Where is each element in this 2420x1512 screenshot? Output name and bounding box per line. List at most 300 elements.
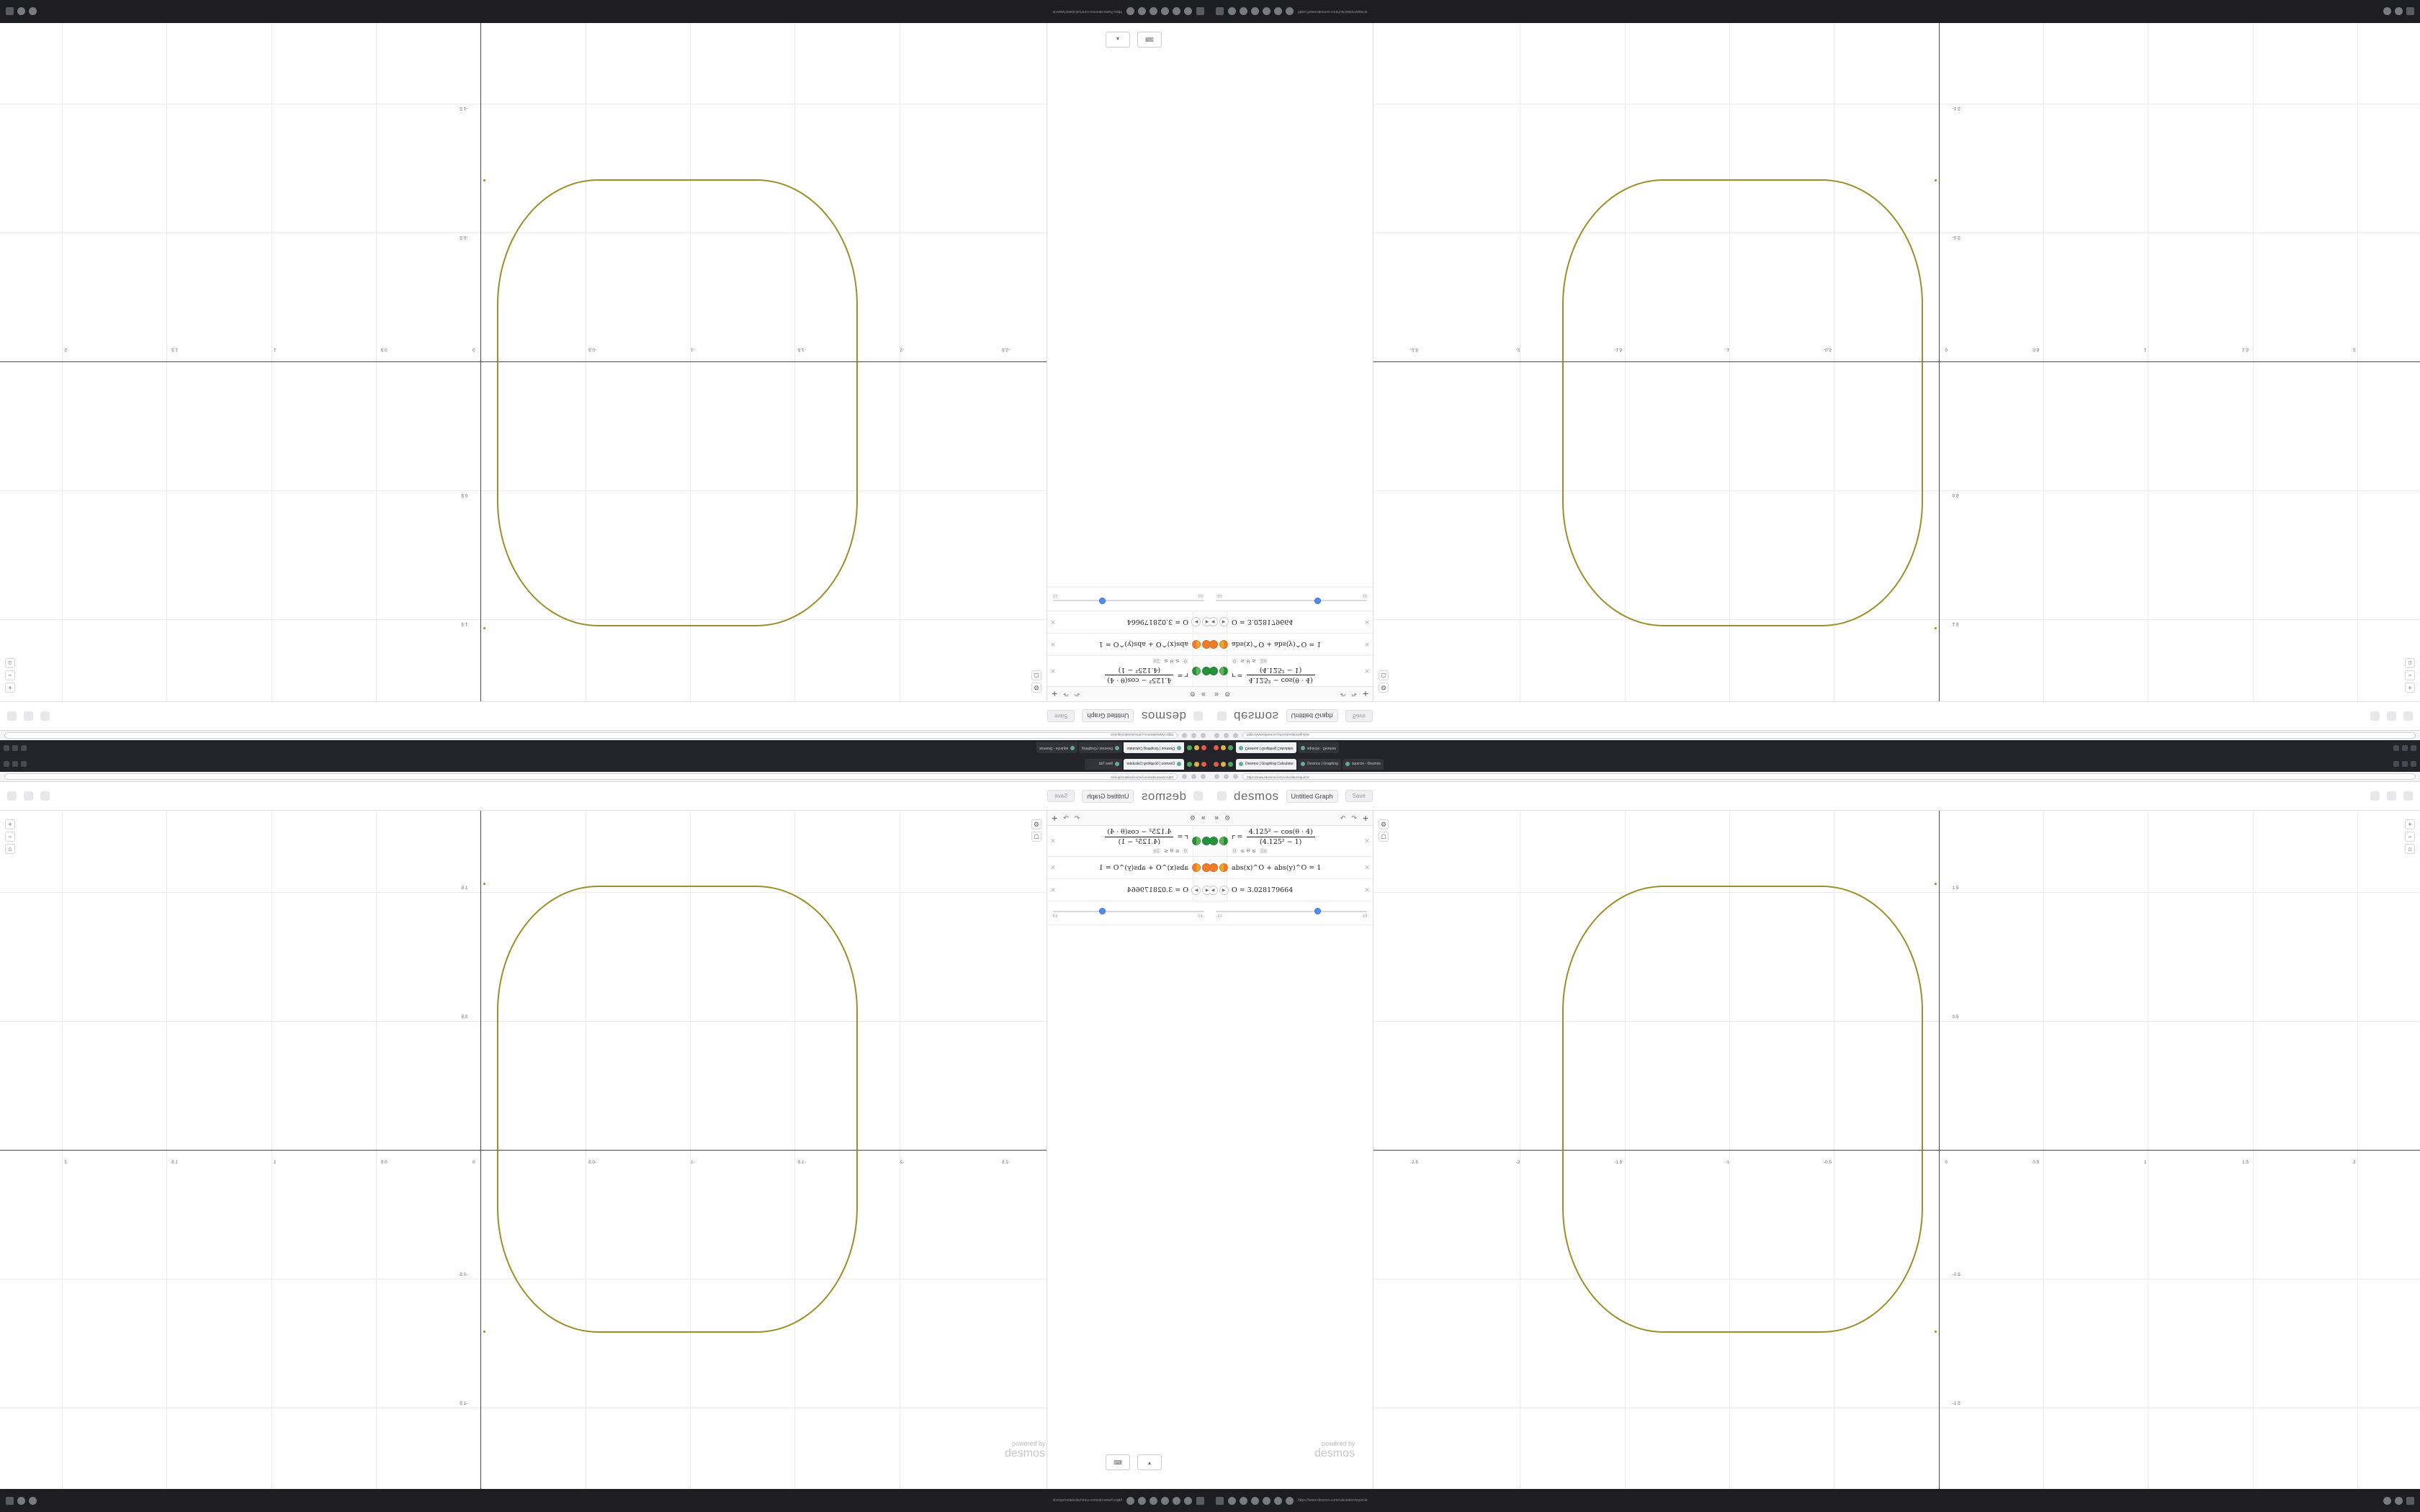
taskbar-tray[interactable] (2383, 1497, 2414, 1505)
expression-content[interactable] (1059, 611, 1193, 633)
maximize-icon[interactable] (12, 761, 18, 767)
reload-icon[interactable] (1182, 774, 1187, 779)
hamburger-menu-icon[interactable] (1217, 711, 1227, 721)
taskbar-tray[interactable] (6, 8, 37, 16)
battery-icon[interactable] (2406, 1497, 2414, 1505)
music-icon[interactable] (1126, 1497, 1134, 1505)
zoom-controls[interactable] (5, 658, 15, 693)
expression-row-slider[interactable] (1210, 879, 1373, 901)
taskbar[interactable] (0, 0, 1210, 23)
slider-track[interactable] (1053, 600, 1204, 601)
taskbar-apps[interactable] (1126, 8, 1192, 16)
add-expression-button[interactable]: + (1362, 812, 1368, 824)
editor-icon[interactable] (1150, 8, 1157, 16)
keypad-icon[interactable]: ⌨ (1137, 32, 1162, 48)
browser-tab[interactable] (1036, 743, 1077, 754)
forward-arrow-icon[interactable] (1224, 774, 1229, 779)
close-icon[interactable] (4, 745, 9, 751)
browser-tab[interactable] (1236, 759, 1296, 770)
tab-list[interactable] (30, 759, 1184, 770)
tab-list[interactable] (30, 743, 1184, 754)
graph-title-input[interactable]: Untitled Graph (1082, 790, 1134, 803)
domain-min-input[interactable]: 0 (1233, 847, 1237, 854)
color-swatches[interactable] (1210, 634, 1227, 655)
chrome-buttons[interactable] (2393, 745, 2416, 751)
expression-content[interactable] (1059, 826, 1193, 856)
expression-row-implicit[interactable] (1210, 857, 1373, 879)
graph-tools[interactable] (1379, 670, 1389, 693)
save-button[interactable]: Save (1345, 790, 1373, 802)
address-bar[interactable] (1210, 730, 2420, 740)
back-arrow-icon[interactable] (1201, 774, 1206, 779)
tab-list[interactable] (1236, 743, 2390, 754)
color-swatch-green-alt-icon[interactable] (1219, 667, 1228, 675)
network-icon[interactable] (17, 1497, 25, 1505)
expression-toolbar[interactable] (1047, 811, 1210, 826)
forward-arrow-icon[interactable] (1224, 733, 1229, 738)
hamburger-menu-icon[interactable] (1217, 791, 1227, 801)
play-right-icon[interactable]: ▶ (1219, 886, 1229, 895)
expression-list[interactable] (1210, 811, 1373, 1489)
wrench-icon[interactable]: ⚙ (1189, 690, 1196, 698)
color-swatch-orange-icon[interactable] (1210, 863, 1218, 872)
close-icon[interactable]: ✕ (1364, 837, 1370, 845)
home-icon[interactable]: ☖ (1031, 670, 1041, 680)
settings-icon[interactable] (2403, 791, 2413, 801)
window-control-dots[interactable] (1214, 762, 1233, 767)
slider-control[interactable] (1047, 901, 1210, 925)
expression-list[interactable] (1047, 811, 1210, 1489)
taskbar[interactable] (1210, 1489, 2420, 1512)
back-arrow-icon[interactable] (1201, 733, 1206, 738)
zoom-out-button[interactable]: − (5, 670, 15, 680)
undo-arrow-icon[interactable]: ↶ (1340, 814, 1346, 822)
taskbar-apps[interactable] (1228, 8, 1294, 16)
help-icon[interactable] (24, 791, 33, 801)
close-icon[interactable]: ✕ (1050, 618, 1056, 626)
graph-title-input[interactable]: Untitled Graph (1082, 710, 1134, 723)
network-icon[interactable] (17, 8, 25, 16)
minimize-icon[interactable] (21, 761, 27, 767)
reload-icon[interactable] (1182, 733, 1187, 738)
forward-arrow-icon[interactable] (1191, 733, 1196, 738)
undo-arrow-icon[interactable]: ↶ (1340, 690, 1346, 698)
domain-min-input[interactable]: 0 (1183, 847, 1187, 854)
close-icon[interactable] (2411, 761, 2416, 767)
graph-tools[interactable] (1031, 819, 1041, 842)
taskbar-tray[interactable] (6, 1497, 37, 1505)
mail-icon[interactable] (1274, 1497, 1282, 1505)
graph-canvas[interactable] (0, 811, 1047, 1489)
expression-toolbar[interactable] (1210, 811, 1373, 826)
expression-row-implicit[interactable] (1210, 633, 1373, 655)
color-swatch-orange-alt-icon[interactable] (1193, 640, 1201, 649)
zoom-controls[interactable] (5, 819, 15, 854)
browser-tab[interactable] (1079, 743, 1122, 754)
terminal-icon[interactable] (1173, 1497, 1180, 1505)
browser-tab[interactable] (1085, 759, 1122, 770)
zoom-out-button[interactable]: − (2405, 832, 2415, 842)
expression-content[interactable] (1227, 634, 1361, 655)
maximize-icon[interactable] (1187, 746, 1192, 751)
chrome-buttons[interactable] (2393, 761, 2416, 767)
color-swatches[interactable] (1210, 826, 1227, 856)
mail-icon[interactable] (1274, 8, 1282, 16)
volume-icon[interactable] (2383, 8, 2391, 16)
close-icon[interactable] (1214, 762, 1219, 767)
close-icon[interactable]: ✕ (1050, 667, 1056, 675)
taskbar[interactable] (1210, 0, 2420, 23)
zoom-controls[interactable] (2405, 819, 2415, 854)
save-button[interactable]: Save (1345, 710, 1373, 722)
browser-icon[interactable] (1161, 8, 1169, 16)
undo-arrow-icon[interactable]: ↶ (1074, 690, 1080, 698)
battery-icon[interactable] (6, 8, 14, 16)
color-swatch-green-icon[interactable] (1210, 837, 1218, 845)
share-icon[interactable] (2370, 791, 2380, 801)
play-left-icon[interactable]: ◀ (1203, 618, 1211, 627)
domain-row[interactable] (1062, 658, 1188, 665)
play-left-icon[interactable]: ◀ (1203, 886, 1211, 895)
minimize-icon[interactable] (21, 745, 27, 751)
expression-toolbar[interactable] (1210, 686, 1373, 701)
slider-track[interactable] (1053, 911, 1204, 912)
color-swatch-orange-alt-icon[interactable] (1219, 863, 1228, 872)
maximize-icon[interactable] (1228, 746, 1233, 751)
play-right-icon[interactable]: ▶ (1219, 618, 1229, 627)
expression-row-polar[interactable] (1210, 655, 1373, 686)
play-right-icon[interactable]: ▶ (1192, 886, 1201, 895)
zoom-in-button[interactable]: + (2405, 683, 2415, 693)
expression-row-implicit[interactable] (1047, 857, 1210, 879)
settings-icon[interactable] (2403, 711, 2413, 721)
zoom-in-button[interactable]: + (2405, 819, 2415, 829)
mail-icon[interactable] (1138, 1497, 1146, 1505)
reload-icon[interactable] (1233, 733, 1238, 738)
music-icon[interactable] (1126, 8, 1134, 16)
color-swatch-green-icon[interactable] (1210, 667, 1218, 675)
browser-tab[interactable] (1298, 743, 1339, 754)
terminal-icon[interactable] (1173, 8, 1180, 16)
chevron-double-right-icon[interactable]: » (1214, 690, 1219, 698)
volume-icon[interactable] (2383, 1497, 2391, 1505)
files-icon[interactable] (1184, 1497, 1192, 1505)
close-icon[interactable]: ✕ (1050, 641, 1056, 649)
slider-stepper[interactable] (1210, 879, 1227, 901)
color-swatches[interactable] (1193, 826, 1210, 856)
address-bar[interactable] (1210, 772, 2420, 782)
minimize-icon[interactable] (1194, 762, 1199, 767)
expression-content[interactable] (1227, 857, 1361, 878)
hamburger-menu-icon[interactable] (1193, 791, 1203, 801)
settings-icon[interactable] (7, 791, 17, 801)
close-icon[interactable]: ✕ (1364, 863, 1370, 871)
share-icon[interactable] (40, 791, 50, 801)
editor-icon[interactable] (1150, 1497, 1157, 1505)
color-swatch-orange-icon[interactable] (1203, 863, 1211, 872)
browser-tab-strip[interactable] (1210, 756, 2420, 772)
slider-knob[interactable] (1314, 598, 1321, 604)
minimize-icon[interactable] (1194, 746, 1199, 751)
close-icon[interactable] (1201, 746, 1206, 751)
expression-content[interactable] (1059, 634, 1193, 655)
graph-title-input[interactable]: Untitled Graph (1286, 710, 1338, 723)
add-expression-button[interactable]: + (1362, 688, 1368, 700)
expression-content[interactable] (1227, 611, 1361, 633)
help-icon[interactable] (2387, 711, 2396, 721)
graph-tools[interactable] (1031, 670, 1041, 693)
home-icon[interactable]: ⌂ (2405, 658, 2415, 668)
browser-tab-strip[interactable] (0, 740, 1210, 756)
taskbar-apps[interactable] (1126, 1497, 1192, 1505)
taskbar[interactable] (0, 1489, 1210, 1512)
slider-control[interactable] (1210, 901, 1373, 925)
domain-max-input[interactable]: 2π (1153, 658, 1160, 665)
minimize-icon[interactable] (2393, 761, 2399, 767)
save-button[interactable]: Save (1047, 710, 1075, 722)
add-expression-button[interactable]: + (1052, 688, 1058, 700)
volume-icon[interactable] (29, 8, 37, 16)
redo-arrow-icon[interactable]: ↷ (1063, 690, 1069, 698)
taskbar-tray[interactable] (2383, 8, 2414, 16)
home-icon[interactable]: ☖ (1031, 832, 1041, 842)
network-icon[interactable] (2395, 1497, 2403, 1505)
url-input[interactable]: https://www.desmos.com/calculator/squircle (4, 773, 1178, 780)
keypad-toggle-icon[interactable]: ▴ (1137, 1454, 1162, 1470)
files-icon[interactable] (1228, 1497, 1236, 1505)
maximize-icon[interactable] (2402, 745, 2408, 751)
close-icon[interactable]: ✕ (1364, 667, 1370, 675)
expression-row-implicit[interactable] (1047, 633, 1210, 655)
chevron-double-right-icon[interactable]: » (1214, 814, 1219, 822)
redo-arrow-icon[interactable]: ↷ (1351, 690, 1357, 698)
home-icon[interactable]: ⌂ (2405, 844, 2415, 854)
expression-content[interactable] (1059, 656, 1193, 686)
color-swatch-orange-icon[interactable] (1210, 640, 1218, 649)
slider-stepper[interactable] (1210, 611, 1227, 633)
minimize-icon[interactable] (1221, 762, 1226, 767)
browser-tab[interactable] (1124, 743, 1184, 754)
url-input[interactable]: https://www.desmos.com/calculator/squircle (4, 732, 1178, 739)
browser-icon[interactable] (1161, 1497, 1169, 1505)
close-icon[interactable] (1201, 762, 1206, 767)
home-icon[interactable]: ⌂ (5, 844, 15, 854)
color-swatch-orange-icon[interactable] (1203, 640, 1211, 649)
home-icon[interactable]: ☖ (1379, 832, 1389, 842)
help-icon[interactable] (24, 711, 33, 721)
close-icon[interactable]: ✕ (1364, 641, 1370, 649)
slider-control[interactable] (1210, 587, 1373, 611)
wrench-icon[interactable]: ⚙ (1379, 819, 1389, 829)
color-swatches[interactable] (1193, 857, 1210, 878)
browser-icon[interactable] (1251, 8, 1259, 16)
browser-tab-strip[interactable] (1210, 740, 2420, 756)
slider-knob[interactable] (1314, 908, 1321, 914)
graph-canvas[interactable] (1373, 811, 2420, 1489)
color-swatches[interactable] (1193, 656, 1210, 686)
mail-icon[interactable] (1138, 8, 1146, 16)
domain-max-input[interactable]: 2π (1260, 658, 1267, 665)
color-swatch-green-icon[interactable] (1203, 837, 1211, 845)
expression-content[interactable] (1227, 826, 1361, 856)
app-launcher-icon[interactable] (1216, 1497, 1224, 1505)
files-icon[interactable] (1184, 8, 1192, 16)
back-arrow-icon[interactable] (1214, 774, 1219, 779)
browser-tab[interactable] (1343, 759, 1384, 770)
address-bar[interactable] (0, 730, 1210, 740)
window-control-dots[interactable] (1187, 762, 1206, 767)
slider-track[interactable] (1216, 911, 1367, 912)
expression-content[interactable] (1227, 656, 1361, 686)
close-icon[interactable]: ✕ (1050, 837, 1056, 845)
browser-tab[interactable] (1124, 759, 1184, 770)
chevron-double-right-icon[interactable]: » (1201, 814, 1206, 822)
editor-icon[interactable] (1263, 1497, 1270, 1505)
chrome-buttons[interactable] (4, 761, 27, 767)
undo-arrow-icon[interactable]: ↶ (1074, 814, 1080, 822)
music-icon[interactable] (1286, 1497, 1294, 1505)
color-swatch-green-alt-icon[interactable] (1193, 667, 1201, 675)
taskbar-apps[interactable] (1228, 1497, 1294, 1505)
home-icon[interactable]: ☖ (1379, 670, 1389, 680)
graph-title-input[interactable]: Untitled Graph (1286, 790, 1338, 803)
color-swatch-green-alt-icon[interactable] (1219, 837, 1228, 845)
address-bar[interactable] (0, 772, 1210, 782)
browser-icon[interactable] (1251, 1497, 1259, 1505)
minimize-icon[interactable] (2393, 745, 2399, 751)
expression-row-polar[interactable] (1047, 655, 1210, 686)
music-icon[interactable] (1286, 8, 1294, 16)
browser-tab-strip[interactable] (0, 756, 1210, 772)
minimize-icon[interactable] (1221, 746, 1226, 751)
close-icon[interactable]: ✕ (1364, 618, 1370, 626)
browser-tab[interactable] (1298, 759, 1341, 770)
color-swatch-orange-alt-icon[interactable] (1219, 640, 1228, 649)
expression-list[interactable] (1047, 23, 1210, 701)
share-icon[interactable] (40, 711, 50, 721)
play-left-icon[interactable]: ◀ (1210, 886, 1218, 895)
battery-icon[interactable] (6, 1497, 14, 1505)
maximize-icon[interactable] (12, 745, 18, 751)
window-control-dots[interactable] (1214, 746, 1233, 751)
close-icon[interactable]: ✕ (1050, 886, 1056, 894)
terminal-icon[interactable] (1240, 1497, 1247, 1505)
forward-arrow-icon[interactable] (1191, 774, 1196, 779)
app-launcher-icon[interactable] (1196, 1497, 1204, 1505)
slider-stepper[interactable] (1193, 879, 1210, 901)
url-input[interactable]: https://www.desmos.com/calculator/squircle (1242, 732, 2416, 739)
app-launcher-icon[interactable] (1216, 8, 1224, 16)
close-icon[interactable]: ✕ (1364, 886, 1370, 894)
keypad-icon[interactable]: ⌨ (1106, 1454, 1130, 1470)
share-icon[interactable] (2370, 711, 2380, 721)
wrench-icon[interactable]: ⚙ (1379, 683, 1389, 693)
zoom-controls[interactable] (2405, 658, 2415, 693)
domain-max-input[interactable]: 2π (1153, 847, 1160, 854)
app-launcher-icon[interactable] (1196, 8, 1204, 16)
close-icon[interactable] (2411, 745, 2416, 751)
domain-row[interactable] (1232, 658, 1358, 665)
files-icon[interactable] (1228, 8, 1236, 16)
play-right-icon[interactable]: ▶ (1192, 618, 1201, 627)
expression-toolbar[interactable] (1047, 686, 1210, 701)
redo-arrow-icon[interactable]: ↷ (1063, 814, 1069, 822)
expression-row-slider[interactable] (1047, 611, 1210, 633)
color-swatches[interactable] (1210, 857, 1227, 878)
color-swatch-green-icon[interactable] (1203, 667, 1211, 675)
tab-list[interactable] (1236, 759, 2390, 770)
editor-icon[interactable] (1263, 8, 1270, 16)
volume-icon[interactable] (29, 1497, 37, 1505)
expression-content[interactable] (1059, 857, 1193, 878)
keypad-toggle-icon[interactable]: ▴ (1106, 32, 1130, 48)
zoom-in-button[interactable]: + (5, 683, 15, 693)
browser-tab[interactable] (1236, 743, 1296, 754)
wrench-icon[interactable]: ⚙ (1031, 819, 1041, 829)
zoom-in-button[interactable]: + (5, 819, 15, 829)
close-icon[interactable] (4, 761, 9, 767)
expression-content[interactable] (1227, 879, 1361, 901)
redo-arrow-icon[interactable]: ↷ (1351, 814, 1357, 822)
domain-row[interactable] (1062, 847, 1188, 854)
close-icon[interactable]: ✕ (1050, 863, 1056, 871)
slider-knob[interactable] (1100, 908, 1106, 914)
expression-list[interactable] (1210, 23, 1373, 701)
domain-min-input[interactable]: 0 (1183, 658, 1187, 665)
domain-row[interactable] (1232, 847, 1358, 854)
slider-control[interactable] (1047, 587, 1210, 611)
graph-tools[interactable] (1379, 819, 1389, 842)
battery-icon[interactable] (2406, 8, 2414, 16)
wrench-icon[interactable]: ⚙ (1224, 690, 1231, 698)
slider-stepper[interactable] (1193, 611, 1210, 633)
maximize-icon[interactable] (2402, 761, 2408, 767)
window-control-dots[interactable] (1187, 746, 1206, 751)
home-icon[interactable]: ⌂ (5, 658, 15, 668)
maximize-icon[interactable] (1228, 762, 1233, 767)
save-button[interactable]: Save (1047, 790, 1075, 802)
graph-canvas[interactable] (0, 23, 1047, 701)
chrome-buttons[interactable] (4, 745, 27, 751)
chevron-double-right-icon[interactable]: » (1201, 690, 1206, 698)
url-input[interactable]: https://www.desmos.com/calculator/squircle (1242, 773, 2416, 780)
domain-max-input[interactable]: 2π (1260, 847, 1267, 854)
expression-row-slider[interactable] (1210, 611, 1373, 633)
play-left-icon[interactable]: ◀ (1210, 618, 1218, 627)
expression-row-polar[interactable] (1047, 826, 1210, 857)
close-icon[interactable] (1214, 746, 1219, 751)
expression-row-polar[interactable] (1210, 826, 1373, 857)
wrench-icon[interactable]: ⚙ (1031, 683, 1041, 693)
settings-icon[interactable] (7, 711, 17, 721)
expression-content[interactable] (1059, 879, 1193, 901)
zoom-out-button[interactable]: − (2405, 670, 2415, 680)
color-swatches[interactable] (1210, 656, 1227, 686)
graph-canvas[interactable] (1373, 23, 2420, 701)
maximize-icon[interactable] (1187, 762, 1192, 767)
wrench-icon[interactable]: ⚙ (1224, 814, 1231, 822)
network-icon[interactable] (2395, 8, 2403, 16)
slider-track[interactable] (1216, 600, 1367, 601)
terminal-icon[interactable] (1240, 8, 1247, 16)
zoom-out-button[interactable]: − (5, 832, 15, 842)
slider-knob[interactable] (1100, 598, 1106, 604)
wrench-icon[interactable]: ⚙ (1189, 814, 1196, 822)
hamburger-menu-icon[interactable] (1193, 711, 1203, 721)
domain-min-input[interactable]: 0 (1233, 658, 1237, 665)
add-expression-button[interactable]: + (1052, 812, 1058, 824)
color-swatches[interactable] (1193, 634, 1210, 655)
